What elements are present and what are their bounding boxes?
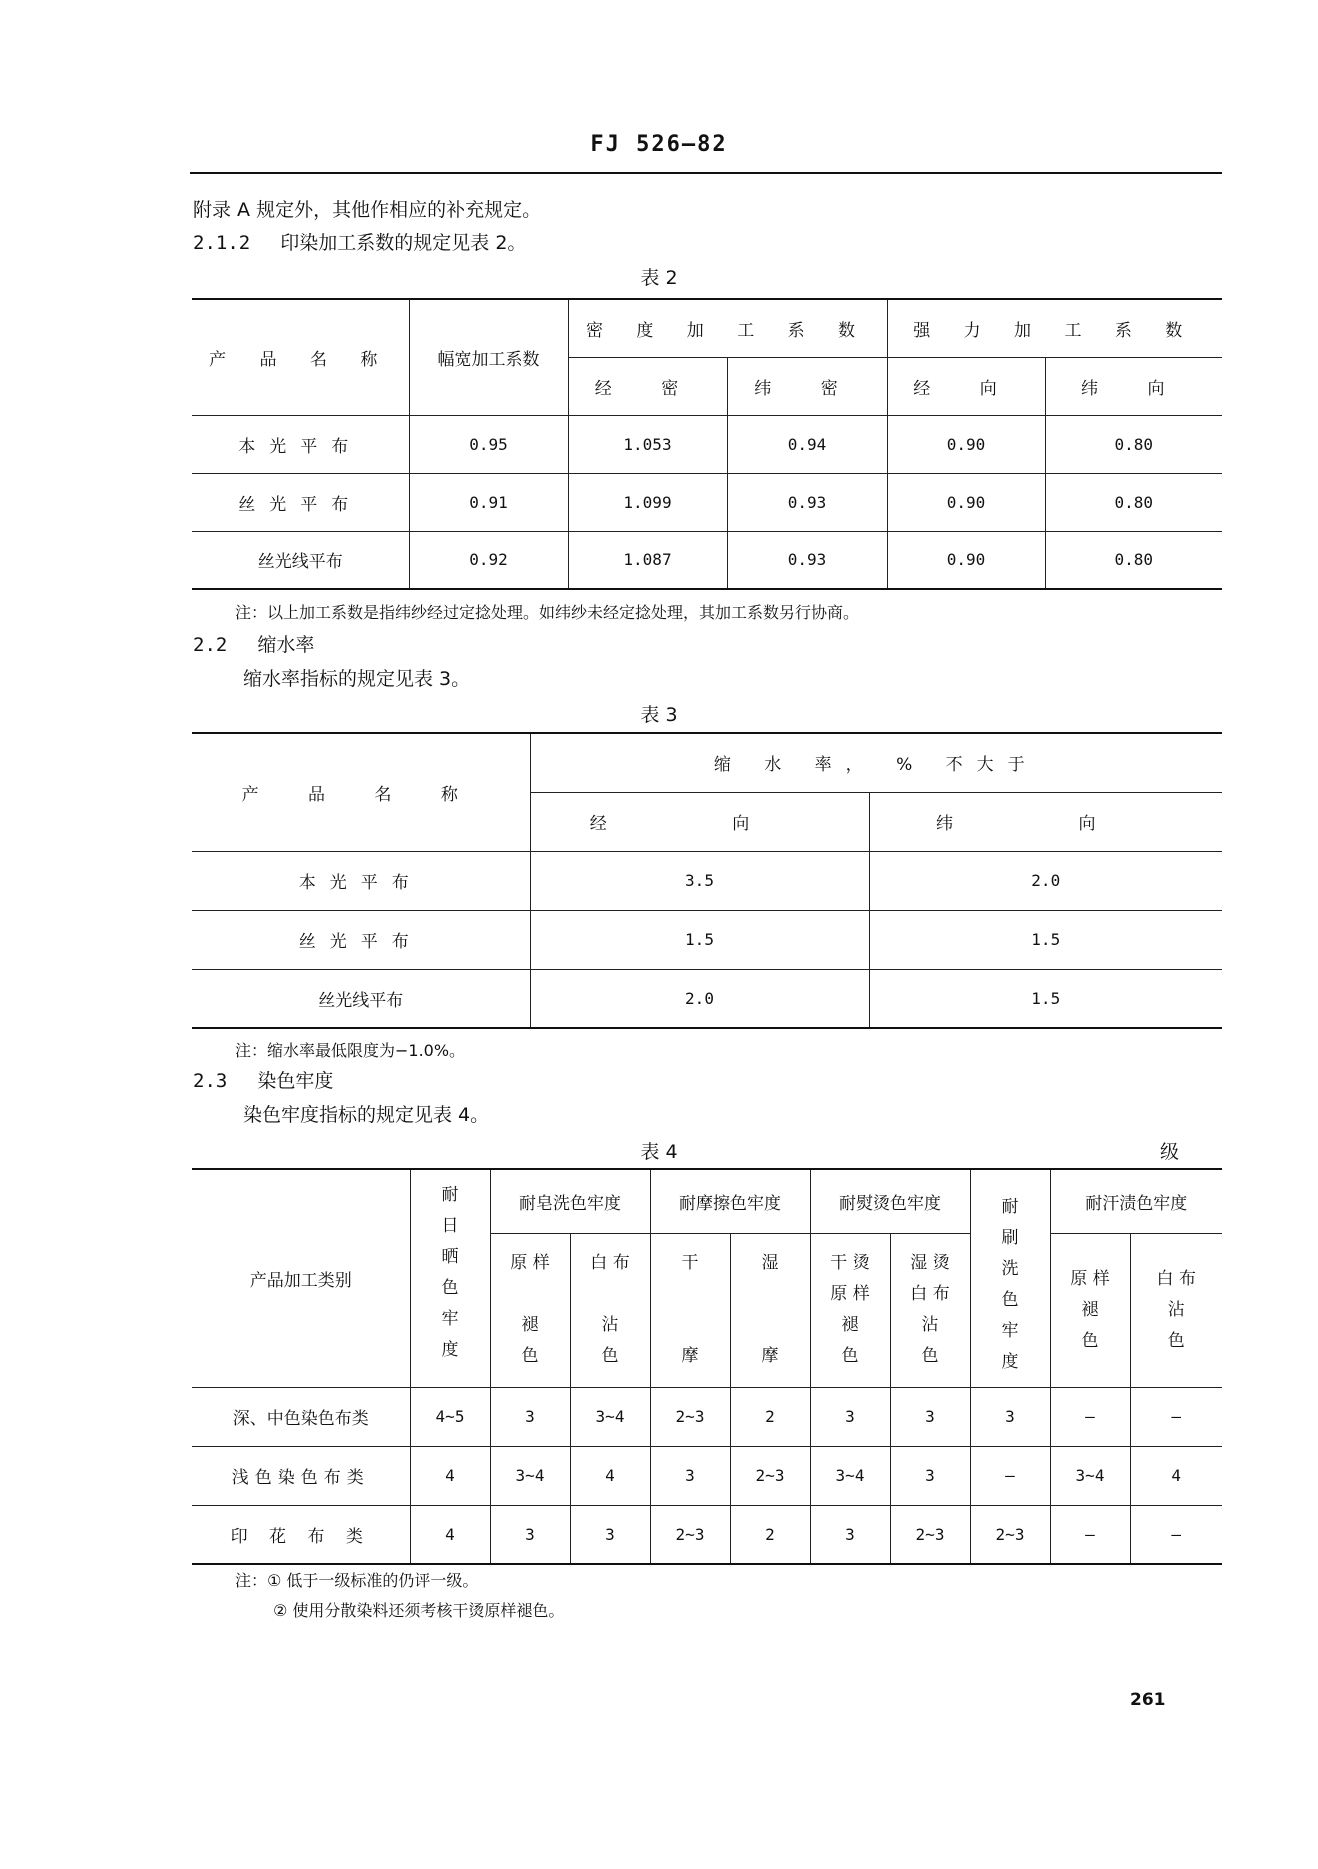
table2 [192, 298, 1222, 590]
table4-cell: — [970, 1446, 1050, 1505]
table4-cell: 3 [970, 1387, 1050, 1446]
table-row [192, 969, 1222, 1028]
table4-header-sun: 耐 日 晒 色 牢 度 [410, 1169, 490, 1387]
table4-cell: 4 [410, 1505, 490, 1564]
document-code: FJ 526—82 [590, 132, 728, 157]
table4-cell: — [1050, 1505, 1130, 1564]
table2-cell: 1.053 [568, 415, 727, 473]
table4-cell: 3 [890, 1446, 970, 1505]
section-number: 2.1.2 [193, 232, 251, 254]
table2-cell: 1.099 [568, 473, 727, 531]
table2-header-strength: 强 力 加 工 系 数 [887, 299, 1222, 357]
table2-cell: 1.087 [568, 531, 727, 589]
table3-row-name: 丝光平布 [192, 910, 530, 969]
table2-cell: 0.92 [409, 531, 568, 589]
table4-cell: 3~4 [810, 1446, 890, 1505]
table3-row-name: 本光平布 [192, 851, 530, 910]
table2-header-warp: 经 向 [887, 357, 1045, 415]
table4-cell: 4 [410, 1446, 490, 1505]
table2-cell: 0.90 [887, 531, 1045, 589]
table4-cell: — [1130, 1505, 1222, 1564]
table4-header-sweat-orig: 原 样 褪 色 [1050, 1233, 1130, 1387]
table4-cell: 2 [730, 1387, 810, 1446]
section-text: 缩水率指标的规定见表 3。 [243, 668, 471, 690]
table-row [192, 851, 1222, 910]
section-2-3 [193, 1066, 333, 1093]
table2-row-name: 本光平布 [192, 415, 409, 473]
table4-header-iron-dry: 干 烫 原 样 褪 色 [810, 1233, 890, 1387]
table3-header-shrink: 缩 水 率， % 不大于 [530, 733, 1222, 792]
table4-header-rub-wet: 湿 摩 [730, 1233, 810, 1387]
table4-cell: 2~3 [730, 1446, 810, 1505]
table2-header-width: 幅宽加工系数 [409, 299, 568, 415]
table4-header-soap-white: 白 布 沾 色 [570, 1233, 650, 1387]
table2-header-weft-density: 纬 密 [727, 357, 887, 415]
table3-header-warp: 经 向 [530, 792, 869, 851]
table3-cell: 3.5 [530, 851, 869, 910]
table4-cell: 3~4 [570, 1387, 650, 1446]
table4-note-1: 注：① 低于一级标准的仍评一级。 [235, 1571, 479, 1590]
table2-cell: 0.93 [727, 531, 887, 589]
table3-cell: 1.5 [869, 910, 1222, 969]
table4-cell: 2~3 [970, 1505, 1050, 1564]
table4-row-name: 印 花 布 类 [192, 1505, 410, 1564]
table4-cell: 3~4 [1050, 1446, 1130, 1505]
table3-cell: 2.0 [869, 851, 1222, 910]
table2-cell: 0.80 [1045, 531, 1222, 589]
table4-header-category: 产品加工类别 [192, 1169, 410, 1387]
table4-header-brush: 耐 刷 洗 色 牢 度 [970, 1169, 1050, 1387]
table4-cell: 3 [490, 1387, 570, 1446]
table2-row-name: 丝光线平布 [192, 531, 409, 589]
table2-cell: 0.80 [1045, 473, 1222, 531]
table4-cell: 2 [730, 1505, 810, 1564]
section-title: 缩水率 [257, 634, 315, 656]
table4-cell: 2~3 [890, 1505, 970, 1564]
table2-row-name: 丝光平布 [192, 473, 409, 531]
header-rule [190, 172, 1222, 174]
table2-cell: 0.94 [727, 415, 887, 473]
section-number: 2.3 [193, 1070, 228, 1092]
table3-header-product: 产 品 名 称 [192, 733, 530, 851]
table2-cell: 0.90 [887, 415, 1045, 473]
table2-cell: 0.95 [409, 415, 568, 473]
intro-line: 附录 A 规定外，其他作相应的补充规定。 [193, 199, 542, 221]
table-row [192, 910, 1222, 969]
table4-header-rub-dry: 干 摩 [650, 1233, 730, 1387]
table4-header-soap: 耐皂洗色牢度 [490, 1169, 650, 1233]
table2-caption: 表 2 [640, 267, 678, 289]
table3-note: 注：缩水率最低限度为−1.0%。 [235, 1041, 466, 1060]
table3-cell: 1.5 [530, 910, 869, 969]
table-row [192, 1446, 1222, 1505]
table-row [192, 473, 1222, 531]
table4-cell: 3~4 [490, 1446, 570, 1505]
table4-cell: 3 [570, 1505, 650, 1564]
table3-caption: 表 3 [640, 704, 678, 726]
table4 [192, 1168, 1222, 1565]
table3-header-weft: 纬 向 [869, 792, 1222, 851]
section-text: 印染加工系数的规定见表 2。 [280, 232, 527, 254]
table4-unit: 级 [1160, 1141, 1180, 1163]
section-2-2 [193, 630, 314, 657]
table4-cell: 3 [490, 1505, 570, 1564]
table4-header-iron-wet: 湿 烫 白 布 沾 色 [890, 1233, 970, 1387]
table4-header-iron: 耐熨烫色牢度 [810, 1169, 970, 1233]
table4-cell: 4 [1130, 1446, 1222, 1505]
table4-cell: 3 [810, 1505, 890, 1564]
table2-header-weft: 纬 向 [1045, 357, 1222, 415]
table-row [192, 1505, 1222, 1564]
table4-cell: 4 [570, 1446, 650, 1505]
table2-header-density: 密 度 加 工 系 数 [568, 299, 887, 357]
table4-header-sweat-white: 白 布 沾 色 [1130, 1233, 1222, 1387]
table4-note-2: ② 使用分散染料还须考核干烫原样褪色。 [273, 1601, 565, 1620]
table4-cell: 2~3 [650, 1387, 730, 1446]
section-2-1-2 [193, 228, 526, 255]
table-row [192, 1387, 1222, 1446]
table2-cell: 0.90 [887, 473, 1045, 531]
table4-cell: 3 [810, 1387, 890, 1446]
table3 [192, 732, 1222, 1029]
page-number: 261 [1130, 1690, 1166, 1710]
table2-cell: 0.80 [1045, 415, 1222, 473]
table4-row-name: 浅色染色布类 [192, 1446, 410, 1505]
table-row [192, 415, 1222, 473]
table2-header-product: 产 品 名 称 [192, 299, 409, 415]
section-text: 染色牢度指标的规定见表 4。 [243, 1104, 490, 1126]
table4-cell: 3 [890, 1387, 970, 1446]
table4-header-sweat: 耐汗渍色牢度 [1050, 1169, 1222, 1233]
table3-cell: 1.5 [869, 969, 1222, 1028]
table4-cell: 2~3 [650, 1505, 730, 1564]
table4-header-rub: 耐摩擦色牢度 [650, 1169, 810, 1233]
table2-cell: 0.91 [409, 473, 568, 531]
section-number: 2.2 [193, 634, 228, 656]
table2-note: 注：以上加工系数是指纬纱经过定捻处理。如纬纱未经定捻处理，其加工系数另行协商。 [235, 603, 860, 622]
table4-cell: 4~5 [410, 1387, 490, 1446]
table2-cell: 0.93 [727, 473, 887, 531]
section-title: 染色牢度 [257, 1070, 334, 1092]
table3-row-name: 丝光线平布 [192, 969, 530, 1028]
table4-caption: 表 4 [640, 1141, 678, 1163]
table3-cell: 2.0 [530, 969, 869, 1028]
table4-cell: 3 [650, 1446, 730, 1505]
table4-cell: — [1050, 1387, 1130, 1446]
table4-row-name: 深、中色染色布类 [192, 1387, 410, 1446]
table2-header-warp-density: 经 密 [568, 357, 727, 415]
table4-header-soap-orig: 原 样 褪 色 [490, 1233, 570, 1387]
table4-cell: — [1130, 1387, 1222, 1446]
table-row [192, 531, 1222, 589]
